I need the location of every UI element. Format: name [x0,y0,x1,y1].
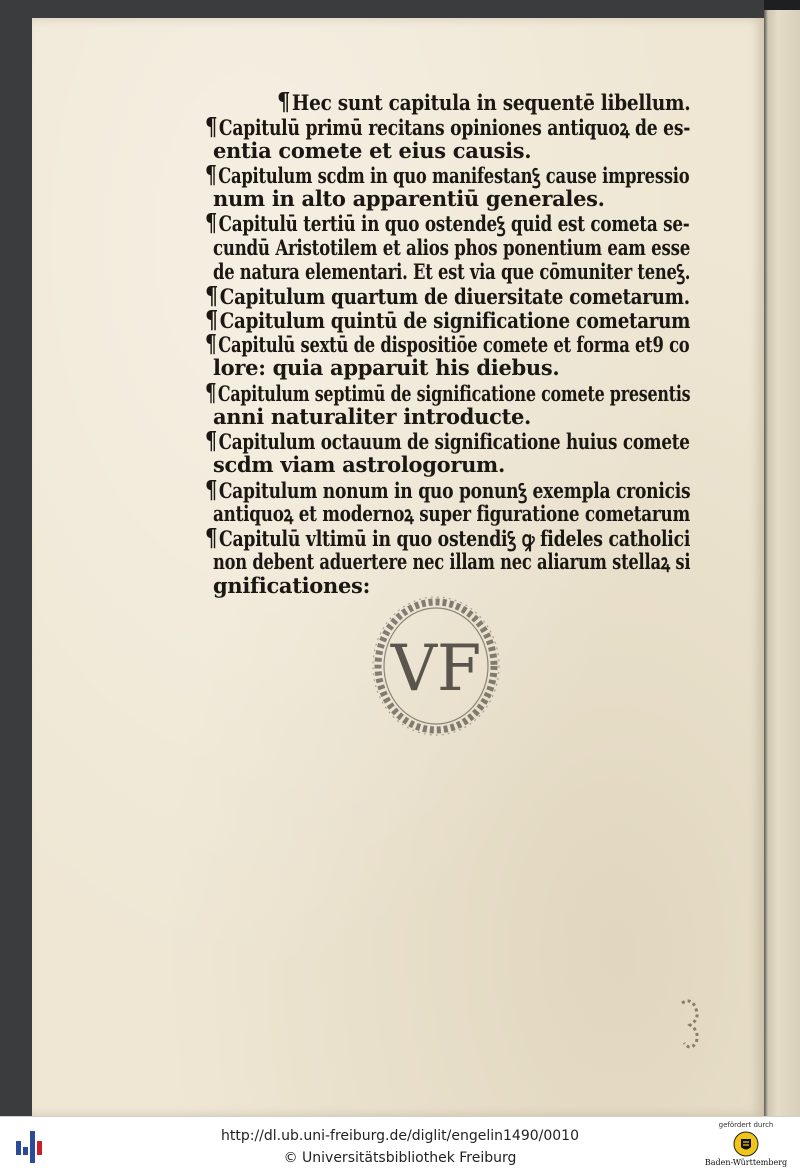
copyright-notice: © Universitätsbibliothek Freiburg [283,1150,517,1166]
pilcrow-mark: ¶ [205,523,218,552]
sponsor-badge [696,1119,796,1173]
toc-line [205,208,690,237]
toc-line-text: antiquoꝝ et modernoꝝ super figuratione cometarum [213,501,691,526]
toc-line-text: entia comete et eius causis. [213,138,532,163]
library-stamp [368,590,504,740]
toc-line [213,236,690,260]
toc-line-text: de natura elementari. Et est via que cōmuniter teneꝣ. [213,259,691,284]
pilcrow-mark: ¶ [205,426,217,455]
pilcrow-mark: ¶ [205,281,219,310]
toc-line [213,550,690,574]
toc-line [277,87,691,116]
pilcrow-mark: ¶ [205,160,217,189]
viewer-footer [0,1116,800,1175]
toc-line-text: Hec sunt capitula in sequentē libellum. [291,90,691,115]
toc-line-text: lore: quia apparuit his diebus. [213,355,560,380]
pilcrow-mark: ¶ [205,208,217,237]
sponsor-label: gefördert durch [718,1121,774,1129]
facing-page-edge [764,10,800,1116]
toc-line [205,523,691,552]
pilcrow-mark: ¶ [205,112,218,141]
toc-line-text: Capitulum quintū de significatione cometarum [219,308,691,333]
toc-line [213,453,505,477]
toc-line [213,405,531,429]
toc-line [205,305,691,334]
sponsor-name: Baden-Württemberg [704,1158,788,1167]
toc-line [213,260,690,284]
toc-line-text: Capitulū sextū de dispositiōe comete et forma et9 co [218,332,690,357]
toc-line-text: anni naturaliter introducte. [213,404,532,429]
pilcrow-mark: ¶ [205,329,217,358]
toc-line [205,160,690,189]
toc-line-text: Capitulum octauum de significatione huius comete [218,429,690,454]
pilcrow-mark: ¶ [277,87,291,116]
pilcrow-mark: ¶ [205,475,218,504]
coat-of-arms-icon [733,1130,759,1158]
toc-line-text: Capitulū primū recitans opiniones antiquoꝝ de es- [218,115,691,140]
toc-line [213,574,370,598]
toc-line-text: Capitulū vltimū in quo ostendiꝣ ꝙ fideles catholici [218,526,691,551]
permalink[interactable]: http://dl.ub.uni-freiburg.de/diglit/engelin1490/0010 [221,1128,579,1144]
toc-line [205,426,690,455]
toc-line-text: cundū Aristotilem et alios phos ponentium eam esse [213,235,691,260]
toc-line [205,329,690,358]
toc-line-text: num in alto apparentiū generales. [213,186,605,211]
stamp-monogram: VF [390,632,482,706]
toc-line-text: non debent aduertere nec illam nec aliarum stellaꝝ si [213,549,691,574]
toc-line-text: Capitulū tertiū in quo ostendeꝣ quid est cometa se- [218,211,690,236]
toc-line [213,187,605,211]
toc-line-text: scdm viam astrologorum. [213,452,505,477]
pilcrow-mark: ¶ [205,305,219,334]
toc-line-text: gnificationes: [213,573,371,598]
toc-line-text: Capitulum quartum de diuersitate cometarum. [219,284,690,309]
toc-line [205,475,691,504]
toc-line [213,356,559,380]
pilcrow-mark: ¶ [205,378,217,407]
toc-line [205,378,691,407]
toc-line [205,281,690,310]
toc-line-text: Capitulum septimū de significatione comete presentis [217,381,691,406]
ink-smudge [670,995,710,1055]
toc-line [213,139,531,163]
toc-line-text: Capitulum scdm in quo manifestanꝣ cause impressio [218,163,690,188]
toc-line-text: Capitulum nonum in quo ponunꝣ exempla cronicis [218,478,691,503]
toc-line [213,502,690,526]
toc-line [205,112,691,141]
